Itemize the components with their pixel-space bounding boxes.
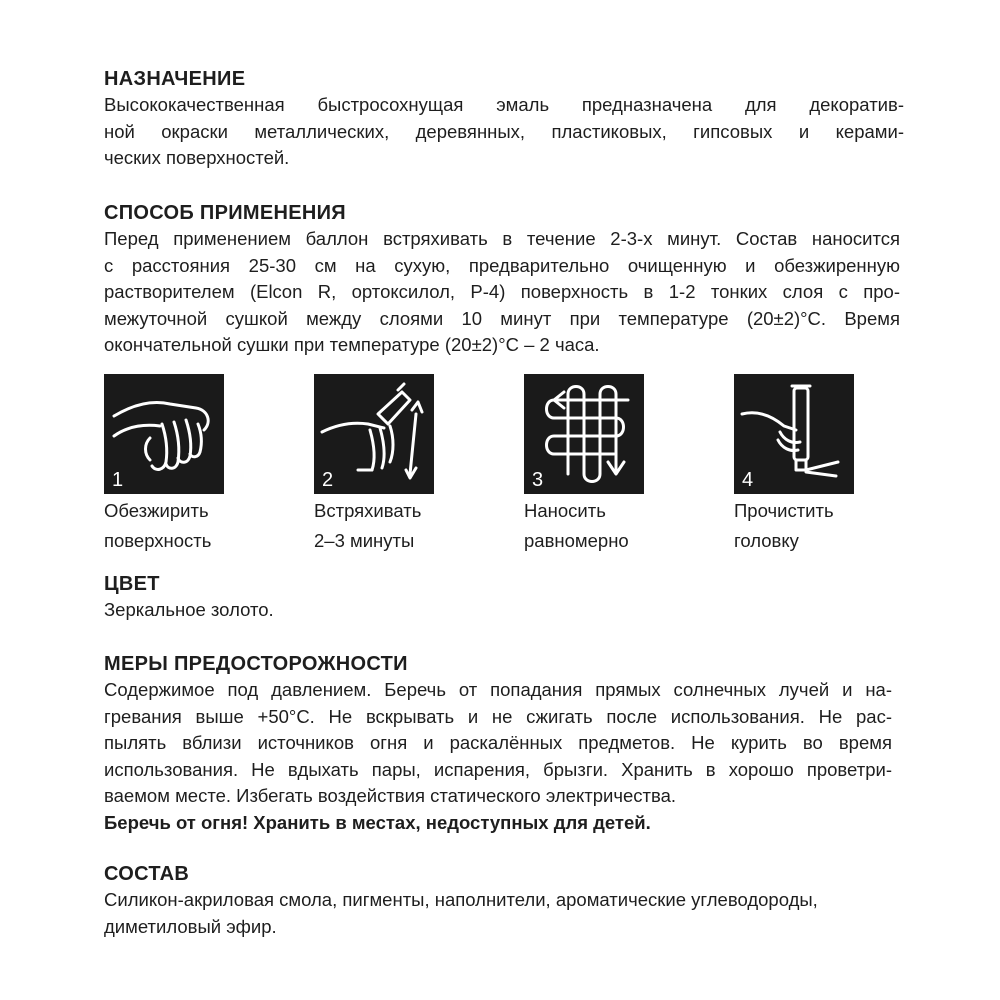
step-caption-line: Встряхивать — [314, 500, 422, 521]
step-caption-line: поверхность — [104, 530, 212, 551]
method-line: окончательной сушки при температуре (20±2)°С – 2 часа. — [104, 334, 600, 355]
step-icon-box — [524, 374, 644, 494]
purpose-text — [104, 92, 904, 172]
step-caption — [524, 496, 644, 556]
color-heading: ЦВЕТ — [104, 573, 160, 595]
step-number: 2 — [322, 469, 334, 491]
safety-line: использования. Не вдыхать пары, испарения, брызги. Хранить в хорошо проветри- — [104, 758, 892, 780]
method-text — [104, 226, 900, 359]
step-3 — [524, 374, 644, 556]
step-caption-line: Наносить — [524, 500, 606, 521]
composition-heading: СОСТАВ — [104, 863, 190, 885]
color-section — [104, 571, 274, 624]
composition-section — [104, 861, 894, 940]
purpose-section — [104, 66, 904, 172]
composition-line: диметиловый эфир. — [104, 915, 277, 937]
purpose-heading: НАЗНАЧЕНИЕ — [104, 68, 246, 90]
step-caption-line: головку — [734, 530, 799, 551]
step-icon-box — [734, 374, 854, 494]
method-section — [104, 200, 900, 359]
step-1 — [104, 374, 224, 556]
step-number: 3 — [532, 469, 544, 491]
step-4 — [734, 374, 854, 556]
step-caption-line: равномерно — [524, 530, 629, 551]
steps-row — [104, 374, 904, 554]
step-caption-line: Обезжирить — [104, 500, 209, 521]
safety-heading: МЕРЫ ПРЕДОСТОРОЖНОСТИ — [104, 653, 408, 675]
method-line: межуточной сушкой между слоями 10 минут при температуре (20±2)°С. Время — [104, 307, 900, 329]
step-caption — [104, 496, 224, 556]
purpose-line: ческих поверхностей. — [104, 147, 290, 168]
shake-can-icon — [314, 374, 434, 494]
color-text: Зеркальное золото. — [104, 599, 274, 620]
composition-text — [104, 887, 894, 940]
step-caption-line: Прочистить — [734, 500, 834, 521]
step-icon-box — [104, 374, 224, 494]
safety-warning: Беречь от огня! Хранить в местах, недоступных для детей. — [104, 811, 651, 833]
clean-nozzle-icon — [734, 374, 854, 494]
hands-wipe-icon — [104, 374, 224, 494]
safety-line: ваемом месте. Избегать воздействия статического электричества. — [104, 785, 677, 806]
step-2 — [314, 374, 434, 556]
method-line: растворителем (Elcon R, ортоксилол, Р-4) поверхность в 1-2 тонких слоя с про- — [104, 281, 900, 302]
method-line: Перед применением баллон встряхивать в течение 2-3-х минут. Состав наносится — [104, 228, 900, 249]
composition-line: Силикон-акриловая смола, пигменты, наполнители, ароматические углеводороды, — [104, 889, 818, 910]
safety-line: Содержимое под давлением. Беречь от попадания прямых солнечных лучей и на- — [104, 679, 892, 700]
purpose-line: Высококачественная быстросохнущая эмаль предназначена для декоратив- — [104, 94, 904, 115]
method-heading: СПОСОБ ПРИМЕНЕНИЯ — [104, 202, 346, 224]
spray-pattern-icon — [524, 374, 644, 494]
step-caption-line: 2–3 минуты — [314, 530, 415, 551]
step-caption — [734, 496, 854, 556]
method-line: с расстояния 25-30 см на сухую, предварительно очищенную и обезжиренную — [104, 254, 900, 276]
safety-line: гревания выше +50°С. Не вскрывать и не сжигать после использования. Не рас- — [104, 705, 892, 727]
step-caption — [314, 496, 434, 556]
step-icon-box — [314, 374, 434, 494]
purpose-line: ной окраски металлических, деревянных, пластиковых, гипсовых и керами- — [104, 120, 904, 142]
safety-section — [104, 651, 892, 836]
step-number: 1 — [112, 469, 124, 491]
safety-line: пылять вблизи источников огня и раскалённых предметов. Не курить во время — [104, 732, 892, 753]
safety-text — [104, 677, 892, 836]
step-number: 4 — [742, 469, 754, 491]
